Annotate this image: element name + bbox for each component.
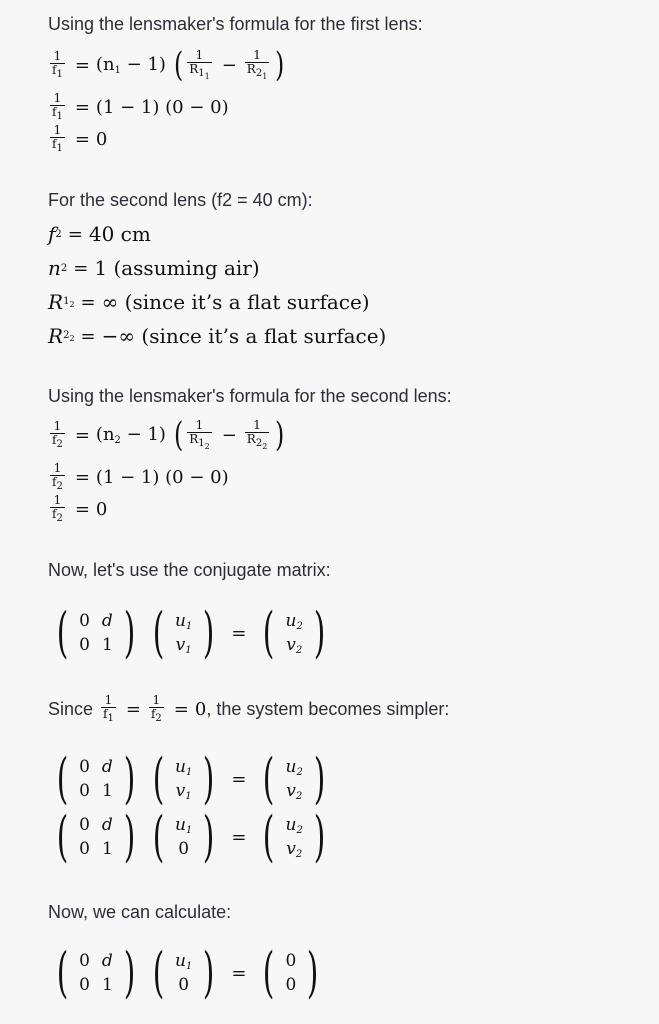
eq-lensmaker-second: $\frac{1}{f_2}$ = $(n_2 - 1)$ ( $\frac{1}{R_{1_2}}$ − $\frac{1}{R_{2_2}}$ ) <box>52 415 285 455</box>
intro-calculate: Now, we can calculate: <box>48 902 232 922</box>
n2-value: n 2 = 1 (assuming air) <box>48 256 260 280</box>
r22-value: R $2_2$ = −∞ (since it’s a flat surface) <box>48 324 387 348</box>
eq-second-sub: $\frac{1}{f_2}$ = (1 − 1) (0 − 0) <box>52 461 229 492</box>
r12-value: R $1_2$ = ∞ (since it’s a flat surface) <box>48 290 370 314</box>
intro-second-lensmaker: Using the lensmaker's formula for the second lens: <box>48 386 452 406</box>
intro-second-lens: For the second lens (f2 = 40 cm): <box>48 190 313 210</box>
eq-first-result: $\frac{1}{f_1}$ = 0 <box>52 123 108 154</box>
matrix-eq-3: ( 0 d 0 1 ) ( $u_1$ 0 ) = ( $u_2$ $v_2$ ) <box>56 805 326 868</box>
matrix-eq-2: ( 0 d 0 1 ) ( $u_1$ $v_1$ ) = ( $u_2$ $v_2$ ) <box>56 747 326 810</box>
f2-value: f 2 = 40 cm <box>48 222 151 246</box>
matrix-eq-1: ( 0 d 0 1 ) ( $u_1$ $v_1$ ) = ( $u_2$ $v_2$ ) <box>56 601 326 664</box>
since-line: Since $\frac{1}{f_1}$ = $\frac{1}{f_2}$ = 0 , the system becomes simpler: <box>48 693 450 724</box>
matrix-eq-4: ( 0 d 0 1 ) ( $u_1$ 0 ) = ( 0 0 ) <box>56 941 319 1004</box>
intro-first-lens: Using the lensmaker's formula for the first lens: <box>48 14 423 34</box>
intro-conjugate-matrix: Now, let's use the conjugate matrix: <box>48 560 331 580</box>
eq-first-sub: $\frac{1}{f_1}$ = (1 − 1) (0 − 0) <box>52 91 229 122</box>
eq-second-result: $\frac{1}{f_2}$ = 0 <box>52 493 108 524</box>
eq-lensmaker-first: $\frac{1}{f_1}$ = $(n_1 - 1)$ ( $\frac{1}{R_{1_1}}$ − $\frac{1}{R_{2_1}}$ ) <box>52 45 285 85</box>
